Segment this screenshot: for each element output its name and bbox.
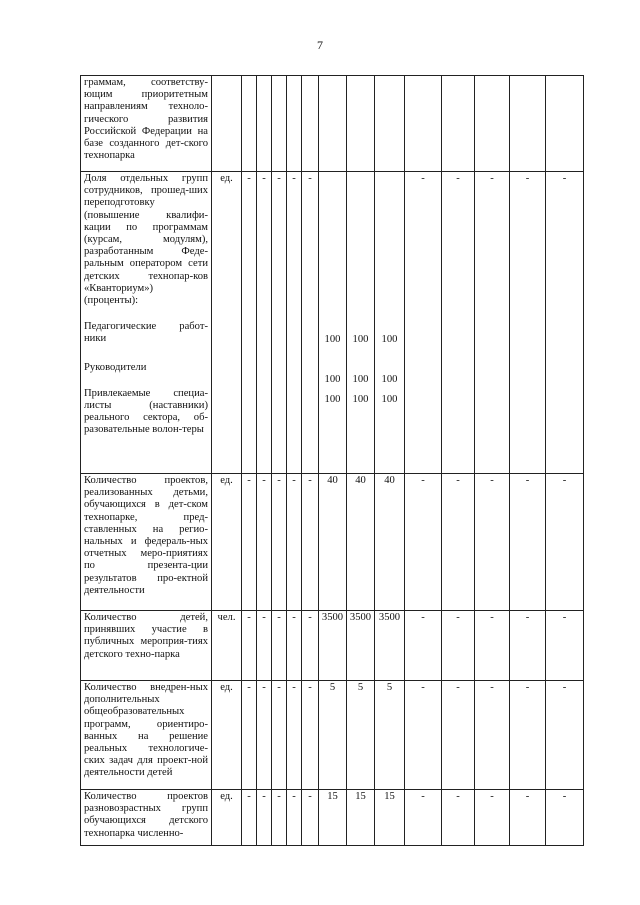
indicators-table [80,75,584,846]
value-cell: - [510,611,546,681]
value-cell: - [302,681,319,790]
value-cell: - [405,611,442,681]
value-cell: - [272,474,287,611]
value-cell: - [475,611,510,681]
subrow-value: 100 [324,374,341,386]
value-cell: 5 [375,681,405,790]
value-cell [442,76,475,172]
value-cell: - [442,172,475,474]
value-cell: - [257,172,272,474]
value-cell: 15 [347,790,375,846]
value-cell: - [510,790,546,846]
value-cell [242,76,257,172]
value-cell: - [442,790,475,846]
subrow-value: 100 [352,334,369,345]
unit-cell: ед. [212,474,242,611]
subrow-name: Педагогические работ-ники [84,321,208,345]
value-cell: - [546,172,584,474]
value-cell: - [510,474,546,611]
value-cell [405,76,442,172]
subrow-name: Руководители [84,361,147,373]
value-cell [302,76,319,172]
value-cell [375,76,405,172]
value-cell: 15 [319,790,347,846]
value-cell: - [442,681,475,790]
value-cell [257,76,272,172]
table-row [81,474,584,611]
subrow-value: 100 [324,334,341,345]
value-cell: - [405,681,442,790]
value-cell: - [287,474,302,611]
table-row [81,172,584,474]
value-cell [319,172,347,474]
table-row [81,790,584,846]
value-cell: - [287,790,302,846]
subrow-name: Привлекаемые специа-листы (наставники) реального сектора, об-разовательные волон-теры [84,387,208,436]
value-cell: - [302,172,319,474]
subrow-value: 100 [324,394,341,406]
table-row [81,681,584,790]
subrow-value: 100 [381,334,398,345]
value-cell: - [405,172,442,474]
unit-cell: ед. [212,681,242,790]
value-cell [347,76,375,172]
value-cell: - [242,611,257,681]
value-cell: - [302,790,319,846]
page-number: 7 [317,38,323,52]
value-cell: - [257,474,272,611]
table-row [81,611,584,681]
value-cell: - [475,172,510,474]
value-cell: 40 [375,474,405,611]
value-cell [375,172,405,474]
indicator-name [81,172,212,474]
subrow-value: 100 [381,374,398,386]
indicator-name: Количество проектов, реализованных детьми, обучающихся в дет-ском технопарке, пред-ставленных на регио-нальных и федераль-ных отчетных меро-приятиях по презента-ции результатов про-ектной деятельности [81,474,212,611]
value-cell: - [272,790,287,846]
value-cell: - [272,611,287,681]
indicator-name: Количество проектов разновозрастных групп обучающихся детского технопарка численно- [81,790,212,846]
value-cell: - [242,790,257,846]
indicator-name: граммам, соответству-ющим приоритетным направлениям техноло-гического развития Российской Федерации на базе созданного дет-ского технопарка [81,76,212,172]
value-cell [319,76,347,172]
subrow-value: 100 [381,394,398,406]
value-cell: 5 [347,681,375,790]
value-cell: - [510,681,546,790]
value-cell: - [546,474,584,611]
subrow-value: 100 [352,374,369,386]
value-cell: 15 [375,790,405,846]
value-cell: - [242,172,257,474]
value-cell: - [405,474,442,611]
value-cell: 40 [347,474,375,611]
value-cell: 40 [319,474,347,611]
value-cell [287,76,302,172]
value-cell: - [546,681,584,790]
value-cell: - [272,681,287,790]
value-cell: - [475,681,510,790]
subrow-value: 100 [352,394,369,406]
unit-cell [212,76,242,172]
value-cell: - [257,790,272,846]
value-cell: - [242,474,257,611]
value-cell: - [546,790,584,846]
value-cell: - [257,681,272,790]
value-cell: - [546,611,584,681]
value-cell: - [287,681,302,790]
indicator-name: Количество внедрен-ных дополнительных общеобразовательных программ, ориентиро-ванных на решение реальных технологиче-ских задач для проект-ной деятельности детей [81,681,212,790]
value-cell: - [475,474,510,611]
unit-cell: ед. [212,172,242,474]
value-cell: - [405,790,442,846]
indicator-name: Количество детей, принявших участие в публичных мероприя-тиях детского техно-парка [81,611,212,681]
value-cell: - [442,611,475,681]
value-cell: - [475,790,510,846]
value-cell: 5 [319,681,347,790]
value-cell [546,76,584,172]
value-cell: - [272,172,287,474]
value-cell: 3500 [347,611,375,681]
value-cell [475,76,510,172]
value-cell: 3500 [319,611,347,681]
value-cell: - [442,474,475,611]
value-cell: 3500 [375,611,405,681]
value-cell [272,76,287,172]
indicator-title: Доля отдельных групп сотрудников, прошед-ших переподготовку (повышение квалифи-кации по программам (курсам, модулям), разработанным Феде-ральным оператором сети детских технопар-ков «Кванториум») (проценты): [84,173,208,307]
value-cell: - [287,611,302,681]
value-cell: - [302,474,319,611]
value-cell: - [510,172,546,474]
table-row [81,76,584,172]
unit-cell: ед. [212,790,242,846]
value-cell [510,76,546,172]
value-cell: - [242,681,257,790]
value-cell: - [287,172,302,474]
value-cell: - [257,611,272,681]
unit-cell: чел. [212,611,242,681]
value-cell [347,172,375,474]
value-cell: - [302,611,319,681]
